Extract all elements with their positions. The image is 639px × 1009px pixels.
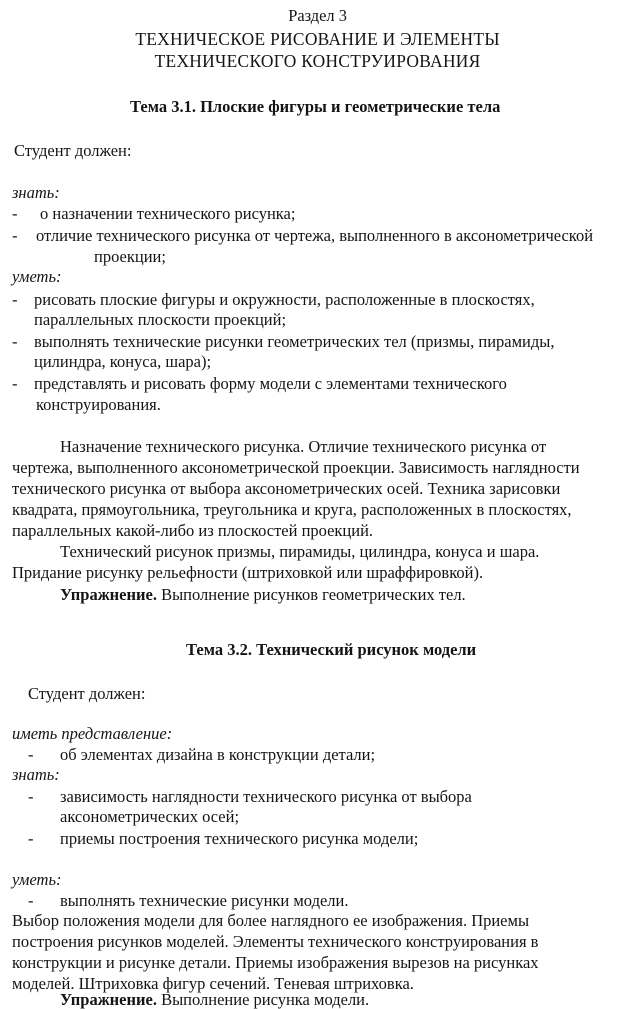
topic2-can-label: уметь:: [12, 870, 62, 889]
list-dash: -: [12, 332, 18, 351]
exercise-label: Упражнение.: [60, 585, 157, 604]
list-dash: -: [12, 204, 18, 223]
topic2-body-line: Выбор положения модели для более наглядного ее изображения. Приемы: [12, 911, 530, 930]
list-item: выполнять технические рисунки модели.: [60, 891, 349, 910]
list-dash: -: [12, 226, 18, 245]
topic1-know-label: знать:: [12, 183, 60, 202]
exercise-text: Выполнение рисунка модели.: [161, 990, 370, 1009]
section-title-line2: ТЕХНИЧЕСКОГО КОНСТРУИРОВАНИЯ: [154, 51, 481, 71]
topic1-body-line: Технический рисунок призмы, пирамиды, цилиндра, конуса и шара.: [60, 542, 540, 561]
section-label: Раздел 3: [288, 6, 347, 25]
list-dash: -: [12, 374, 18, 393]
topic1-title: Тема 3.1. Плоские фигуры и геометрические тела: [130, 97, 501, 116]
list-dash: -: [28, 745, 34, 764]
topic1-can-label: уметь:: [12, 267, 62, 286]
topic1-body-line: квадрата, прямоугольника, треугольника и круга, расположенных в плоскостях,: [12, 500, 572, 519]
list-item: отличие технического рисунка от чертежа, выполненного в аксонометрической: [36, 226, 594, 245]
list-item: представлять и рисовать форму модели с элементами технического: [34, 374, 507, 393]
list-item: зависимость наглядности технического рисунка от выбора: [60, 787, 472, 806]
list-item-continuation: конструирования.: [36, 395, 161, 414]
topic2-body-line: построения рисунков моделей. Элементы технического конструирования в: [12, 932, 539, 951]
list-item: об элементах дизайна в конструкции детали;: [60, 745, 376, 764]
topic2-know-label: знать:: [12, 765, 60, 784]
list-dash: -: [28, 829, 34, 848]
topic1-body-line: Придание рисунку рельефности (штриховкой или шраффировкой).: [12, 563, 484, 582]
list-item-continuation: аксонометрических осей;: [60, 807, 240, 826]
topic1-body-line: Назначение технического рисунка. Отличие технического рисунка от: [60, 437, 547, 456]
topic1-body-line: параллельных какой-либо из плоскостей проекций.: [12, 521, 374, 540]
topic1-body-line: чертежа, выполненного аксонометрической проекции. Зависимость наглядности: [12, 458, 580, 477]
exercise-label: Упражнение.: [60, 990, 157, 1009]
topic1-student-must: Студент должен:: [14, 141, 132, 160]
topic2-exercise: [60, 990, 369, 1009]
list-item-continuation: проекции;: [94, 247, 166, 266]
section-title-line1: ТЕХНИЧЕСКОЕ РИСОВАНИЕ И ЭЛЕМЕНТЫ: [135, 29, 500, 49]
list-dash: -: [28, 891, 34, 910]
topic2-body-line: конструкции и рисунке детали. Приемы изображения вырезов на рисунках: [12, 953, 539, 972]
list-item-continuation: цилиндра, конуса, шара);: [34, 352, 212, 371]
topic2-body-line: моделей. Штриховка фигур сечений. Теневая штриховка.: [12, 974, 414, 993]
list-item: выполнять технические рисунки геометрических тел (призмы, пирамиды,: [34, 332, 555, 351]
topic2-student-must: Студент должен:: [28, 684, 146, 703]
topic2-title: Тема 3.2. Технический рисунок модели: [186, 640, 477, 659]
topic1-exercise: [60, 585, 466, 604]
list-dash: -: [28, 787, 34, 806]
list-item: рисовать плоские фигуры и окружности, расположенные в плоскостях,: [34, 290, 535, 309]
list-item: о назначении технического рисунка;: [40, 204, 296, 223]
topic1-body-line: технического рисунка от выбора аксонометрических осей. Техника зарисовки: [12, 479, 561, 498]
topic2-idea-label: иметь представление:: [12, 724, 173, 743]
list-dash: -: [12, 290, 18, 309]
list-item-continuation: параллельных плоскости проекций;: [34, 310, 287, 329]
list-item: приемы построения технического рисунка модели;: [60, 829, 419, 848]
exercise-text: Выполнение рисунков геометрических тел.: [161, 585, 466, 604]
